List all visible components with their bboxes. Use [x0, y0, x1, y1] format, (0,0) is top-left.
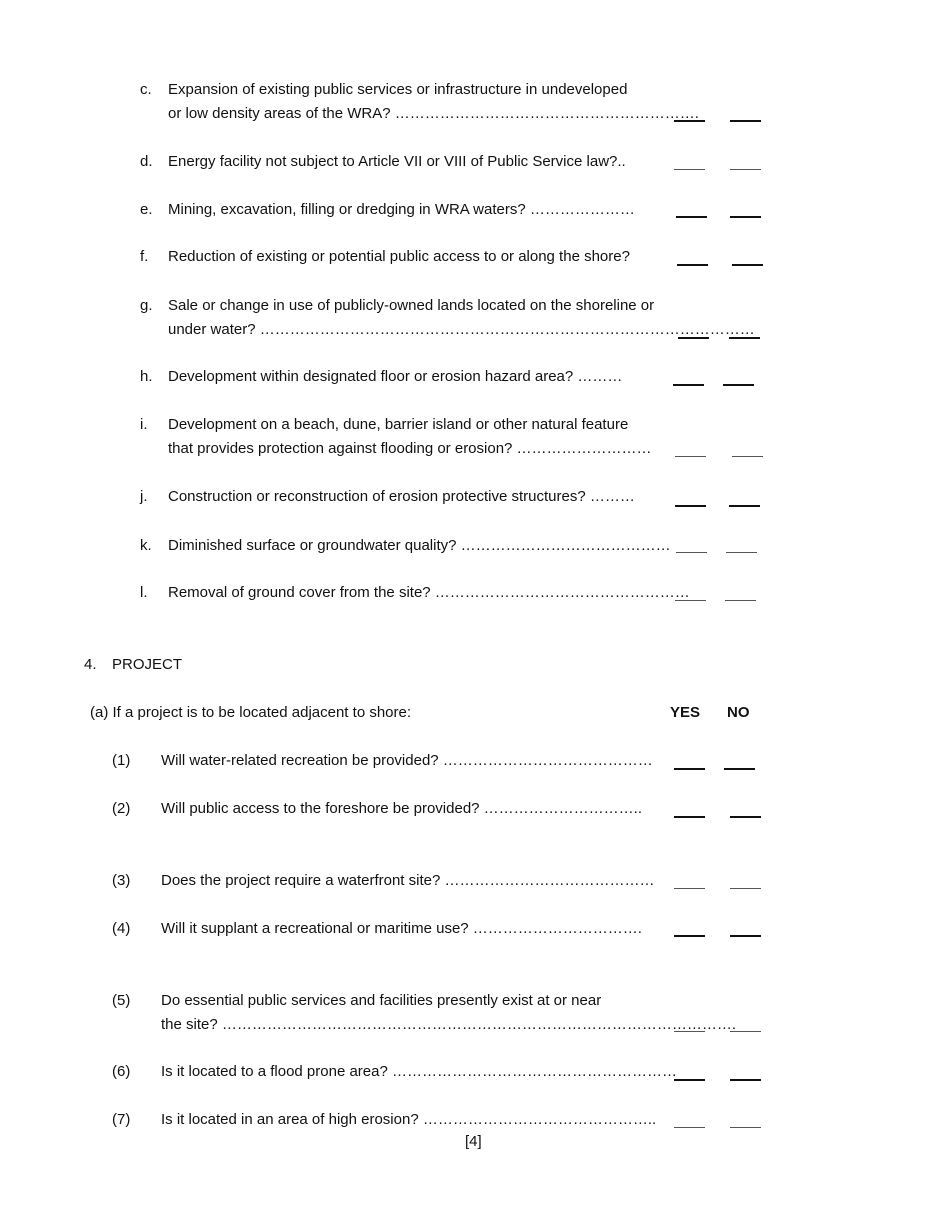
- item-number: (6): [112, 1063, 131, 1080]
- item-number: (2): [112, 800, 131, 817]
- item-text-line: under water? ………………………………………………………………………………………: [168, 321, 755, 338]
- item-number: (3): [112, 872, 131, 889]
- yes-answer-blank[interactable]: [674, 120, 705, 122]
- yes-answer-blank[interactable]: [674, 1127, 705, 1128]
- yes-answer-blank[interactable]: [674, 1031, 705, 1032]
- item-letter: k.: [140, 537, 152, 554]
- page-number: [4]: [465, 1133, 482, 1150]
- no-answer-blank[interactable]: [723, 384, 754, 386]
- item-letter: i.: [140, 416, 148, 433]
- item-text-line: Construction or reconstruction of erosion protective structures? ………: [168, 488, 635, 505]
- yes-column-header: YES: [670, 704, 701, 721]
- no-answer-blank[interactable]: [730, 935, 761, 937]
- item-letter: g.: [140, 297, 153, 314]
- item-text-line: Diminished surface or groundwater quality? ……………………………………: [168, 537, 671, 554]
- item-text-line: that provides protection against flooding or erosion? ………………………: [168, 440, 652, 457]
- item-text-line: Development within designated floor or erosion hazard area? ………: [168, 368, 623, 385]
- item-number: (1): [112, 752, 131, 769]
- item-letter: d.: [140, 153, 153, 170]
- yes-answer-blank[interactable]: [676, 552, 707, 553]
- item-text-line: Energy facility not subject to Article VII or VIII of Public Service law?..: [168, 153, 626, 170]
- no-answer-blank[interactable]: [725, 600, 756, 601]
- item-text-line: Mining, excavation, filling or dredging in WRA waters? …………………: [168, 201, 635, 218]
- no-column-header: NO: [727, 704, 750, 721]
- item-number: (5): [112, 992, 131, 1009]
- no-answer-blank[interactable]: [726, 552, 757, 553]
- no-answer-blank[interactable]: [730, 216, 761, 218]
- item-text-line: Will water-related recreation be provided? ……………………………………: [161, 752, 653, 769]
- yes-answer-blank[interactable]: [674, 768, 705, 770]
- item-letter: c.: [140, 81, 152, 98]
- item-letter: h.: [140, 368, 153, 385]
- no-answer-blank[interactable]: [724, 768, 755, 770]
- subsection-heading: (a) If a project is to be located adjacent to shore:: [90, 704, 412, 721]
- item-text-line: Do essential public services and facilities presently exist at or near: [161, 992, 602, 1009]
- yes-answer-blank[interactable]: [674, 935, 705, 937]
- section-number: 4.: [84, 656, 97, 673]
- item-text-line: Sale or change in use of publicly-owned lands located on the shoreline or: [168, 297, 655, 314]
- item-letter: e.: [140, 201, 153, 218]
- yes-answer-blank[interactable]: [677, 264, 708, 266]
- item-text-line: Does the project require a waterfront site? ……………………………………: [161, 872, 655, 889]
- no-answer-blank[interactable]: [730, 1031, 761, 1032]
- yes-answer-blank[interactable]: [674, 888, 705, 889]
- item-text-line: Will it supplant a recreational or maritime use? …………………………….: [161, 920, 642, 937]
- no-answer-blank[interactable]: [730, 1079, 761, 1081]
- item-text-line: the site? ………………………………………………………………………………………….: [161, 1016, 737, 1033]
- yes-answer-blank[interactable]: [673, 384, 704, 386]
- yes-answer-blank[interactable]: [674, 169, 705, 170]
- yes-answer-blank[interactable]: [675, 505, 706, 507]
- no-answer-blank[interactable]: [729, 337, 760, 339]
- item-letter: j.: [140, 488, 148, 505]
- no-answer-blank[interactable]: [732, 456, 763, 457]
- item-text-line: Is it located to a flood prone area? …………………………………………………: [161, 1063, 677, 1080]
- yes-answer-blank[interactable]: [676, 216, 707, 218]
- item-number: (4): [112, 920, 131, 937]
- yes-answer-blank[interactable]: [674, 1079, 705, 1081]
- item-text-line: or low density areas of the WRA? …………………………………………………….: [168, 105, 699, 122]
- yes-answer-blank[interactable]: [675, 456, 706, 457]
- item-text-line: Will public access to the foreshore be provided? …………………………..: [161, 800, 643, 817]
- item-text-line: Reduction of existing or potential public access to or along the shore?: [168, 248, 630, 265]
- no-answer-blank[interactable]: [732, 264, 763, 266]
- no-answer-blank[interactable]: [730, 888, 761, 889]
- no-answer-blank[interactable]: [729, 505, 760, 507]
- no-answer-blank[interactable]: [730, 816, 761, 818]
- item-text-line: Expansion of existing public services or infrastructure in undeveloped: [168, 81, 628, 98]
- no-answer-blank[interactable]: [730, 1127, 761, 1128]
- no-answer-blank[interactable]: [730, 169, 761, 170]
- item-text-line: Development on a beach, dune, barrier island or other natural feature: [168, 416, 629, 433]
- yes-answer-blank[interactable]: [674, 816, 705, 818]
- item-text-line: Removal of ground cover from the site? ……………………………………………: [168, 584, 690, 601]
- item-letter: f.: [140, 248, 149, 265]
- no-answer-blank[interactable]: [730, 120, 761, 122]
- yes-answer-blank[interactable]: [678, 337, 709, 339]
- item-text-line: Is it located in an area of high erosion? ………………………………………..: [161, 1111, 657, 1128]
- yes-answer-blank[interactable]: [675, 600, 706, 601]
- section-title: PROJECT: [112, 656, 183, 673]
- item-letter: l.: [140, 584, 148, 601]
- item-number: (7): [112, 1111, 131, 1128]
